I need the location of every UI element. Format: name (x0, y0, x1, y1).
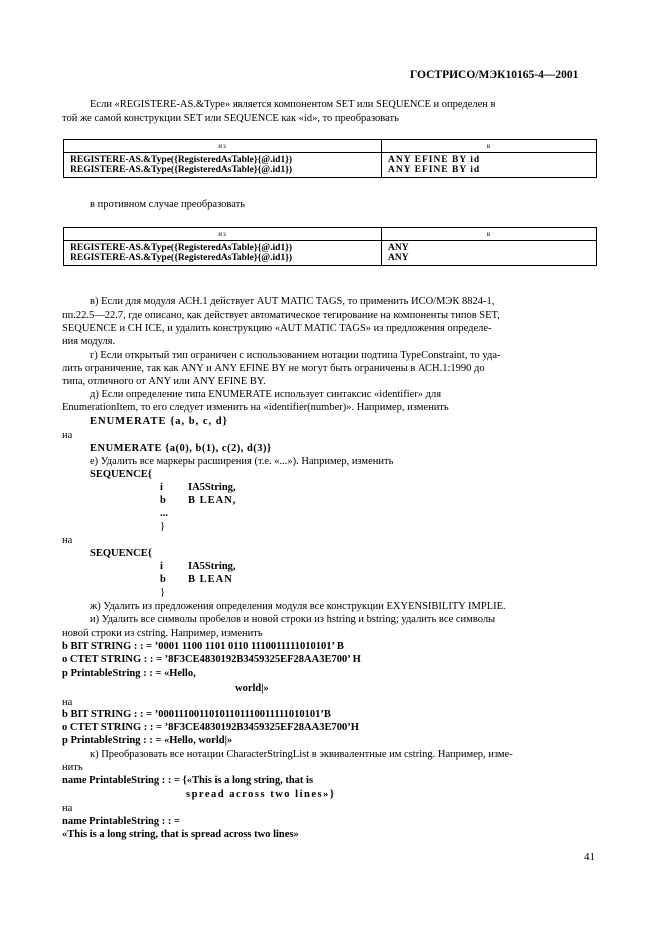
text-line: нить (62, 762, 83, 773)
code-line: ... (160, 508, 168, 519)
conversion-table-1 (63, 139, 597, 178)
code-line: world|» (235, 683, 269, 694)
code-line: SEQUENCE{ (90, 469, 152, 480)
code-line: spread across two lines»} (186, 789, 336, 800)
code-line: SEQUENCE{ (90, 548, 152, 559)
table1-to-row: ANY EFINE BY id (388, 165, 481, 175)
code-line: b (160, 574, 166, 585)
intro-line: Если «REGISTERE-AS.&Type» является компонентом SET или SEQUENCE и определен в (90, 99, 496, 110)
code-line: i (160, 561, 163, 572)
code-line: b BIT STRING : : = ’00011100110101101110011111010101’B (62, 709, 331, 720)
code-line: B LEAN (188, 574, 233, 585)
table2-col-from: из (64, 228, 382, 241)
code-line: ENUMERATE {a, b, c, d} (90, 416, 228, 427)
text-line: в) Если для модуля АСН.1 действует AUT MATIC TAGS, то применить ИСО/МЭК 8824-1, (90, 296, 495, 307)
table2-to-row: ANY (388, 253, 409, 263)
table2-from-cell (64, 241, 382, 266)
document-header: ГОСТРИСО/МЭК10165-4—2001 (410, 69, 579, 81)
text-line: лить ограничение, так как ANY и ANY EFINE BY не могут быть ограничены в АСН.1:1990 до (62, 363, 485, 374)
code-line: IA5String, (188, 561, 236, 572)
text-line: типа, отличного от ANY или ANY EFINE BY. (62, 376, 266, 387)
text-line: пп.22.5—22.7, где описано, как действует автоматическое тегирование на компоненты типов SET, (62, 310, 500, 321)
text-line: е) Удалить все маркеры расширения (т.е. «...»). Например, изменить (90, 456, 394, 467)
code-line: p PrintableString : : = «Hello, world|» (62, 735, 233, 746)
text-line: на (62, 535, 73, 546)
table1-to-cell (382, 153, 597, 178)
table1-from-row: REGISTERE-AS.&Type({RegisteredAsTable}{@.id1}) (70, 165, 293, 175)
text-line: ния модуля. (62, 336, 116, 347)
code-line: «This is a long string, that is spread across two lines» (62, 829, 299, 840)
code-line: o CTET STRING : : = ’8F3CE4830192B3459325EF28AA3E700’ H (62, 654, 361, 665)
text-line: ж) Удалить из предложения определения модуля все конструкции EXYENSIBILITY IMPLIE. (90, 601, 506, 612)
code-line: b (160, 495, 166, 506)
code-line: } (160, 587, 166, 598)
text-line: д) Если определение типа ENUMERATE использует синтаксис «identifier» для (90, 389, 442, 400)
table1-from-cell (64, 153, 382, 178)
code-line: o CTET STRING : : = ’8F3CE4830192B3459325EF28AA3E700’H (62, 722, 359, 733)
table1-to-row: ANY EFINE BY id (388, 155, 481, 165)
table2-from-row: REGISTERE-AS.&Type({RegisteredAsTable}{@.id1}) (70, 243, 293, 253)
page-number: 41 (584, 851, 595, 863)
table1-col-from: из (64, 140, 382, 153)
text-line: г) Если открытый тип ограничен с использованием нотации подтипа TypeConstraint, то уда- (90, 350, 501, 361)
text-line: на (62, 430, 73, 441)
code-line: b BIT STRING : : = ’0001 1100 1101 0110 1110011111010101’ B (62, 641, 344, 652)
table1-from-row: REGISTERE-AS.&Type({RegisteredAsTable}{@.id1}) (70, 155, 293, 165)
code-line: i (160, 482, 163, 493)
code-line: name PrintableString : : = (62, 816, 180, 827)
table2-col-to: в (382, 228, 597, 241)
code-line: name PrintableString : : = {«This is a long string, that is (62, 775, 314, 786)
table2-to-row: ANY (388, 243, 409, 253)
code-line: IA5String, (188, 482, 236, 493)
intro-line: той же самой конструкции SET или SEQUENCE как «id», то преобразовать (62, 113, 399, 124)
text-line: новой строки из cstring. Например, изменить (62, 628, 263, 639)
otherwise-line: в противном случае преобразовать (90, 199, 245, 210)
text-line: к) Преобразовать все нотации CharacterStringList в эквивалентные им cstring. Например, изме- (90, 749, 513, 760)
code-line: ENUMERATE {a(0), b(1), c(2), d(3)} (90, 443, 272, 454)
code-line: B LEAN, (188, 495, 237, 506)
text-line: и) Удалить все символы пробелов и новой строки из hstring и bstring; удалить все символы (90, 614, 496, 625)
code-line: } (160, 521, 166, 532)
text-line: на (62, 803, 73, 814)
text-line: на (62, 697, 73, 708)
text-line: EnumerationItem, то его следует изменить на «identifier(number)». Например, изменить (62, 402, 449, 413)
table1-col-to: в (382, 140, 597, 153)
text-line: SEQUENCE и CH ICE, и удалить конструкцию «AUT MATIC TAGS» из предложения определе- (62, 323, 492, 334)
conversion-table-2 (63, 227, 597, 266)
code-line: p PrintableString : : = «Hello, (62, 668, 196, 679)
table2-from-row: REGISTERE-AS.&Type({RegisteredAsTable}{@.id1}) (70, 253, 293, 263)
table2-to-cell (382, 241, 597, 266)
